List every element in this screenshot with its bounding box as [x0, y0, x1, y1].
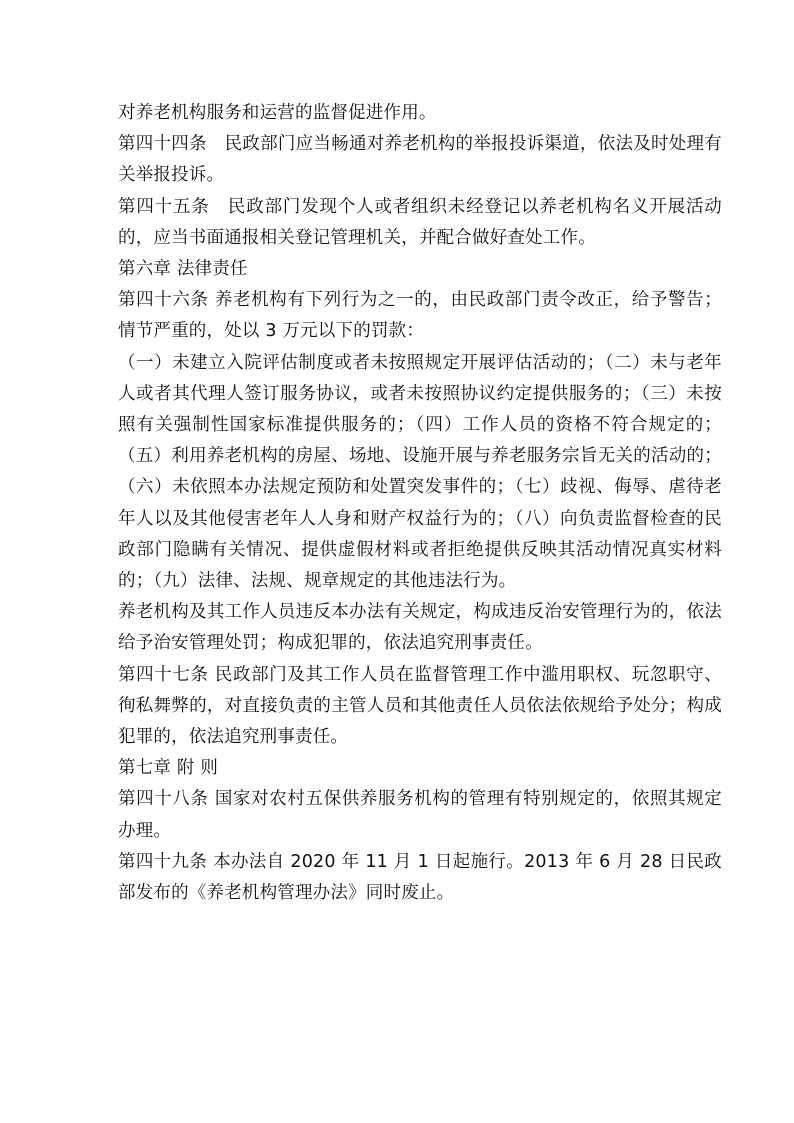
chapter-7-heading: 第七章 附 则 — [118, 758, 219, 779]
article-46: 第四十六条 养老机构有下列行为之一的，由民政部门责令改正，给予警告；情节严重的，处以 3 万元以下的罚款： — [118, 290, 722, 342]
article-46-items: （一）未建立入院评估制度或者未按照规定开展评估活动的；（二）未与老年人或者其代理人签订服务协议，或者未按照协议约定提供服务的；（三）未按照有关强制性国家标准提供服务的；（四）工作人员的资格不符合规定的；（五）利用养老机构的房屋、场地、设施开展与养老服务宗旨无关的活动的；（六）未依照本办法规定预防和处置突发事件的；（七）歧视、侮辱、虐待老年人以及其他侵害老年人人身和财产权益行为的；（八）向负责监督检查的民政部门隐瞒有关情况、提供虚假材料或者拒绝提供反映其活动情况真实材料的；（九）法律、法规、规章规定的其他违法行为。 — [118, 352, 722, 592]
article-44: 第四十四条 民政部门应当畅通对养老机构的举报投诉渠道，依法及时处理有关举报投诉。 — [118, 134, 722, 186]
document-body — [118, 98, 722, 909]
article-48: 第四十八条 国家对农村五保供养服务机构的管理有特别规定的，依照其规定办理。 — [118, 789, 722, 841]
article-47: 第四十七条 民政部门及其工作人员在监督管理工作中滥用职权、玩忽职守、徇私舞弊的，对直接负责的主管人员和其他责任人员依法依规给予处分；构成犯罪的，依法追究刑事责任。 — [118, 664, 722, 748]
article-46-supplement: 养老机构及其工作人员违反本办法有关规定，构成违反治安管理行为的，依法给予治安管理处罚；构成犯罪的，依法追究刑事责任。 — [118, 602, 722, 654]
article-49: 第四十九条 本办法自 2020 年 11 月 1 日起施行。2013 年 6 月 28 日民政部发布的《养老机构管理办法》同时废止。 — [118, 851, 722, 904]
chapter-6-heading: 第六章 法律责任 — [118, 259, 248, 280]
paragraph-continuation: 对养老机构服务和运营的监督促进作用。 — [118, 103, 437, 123]
article-45: 第四十五条 民政部门发现个人或者组织未经登记以养老机构名义开展活动的，应当书面通报相关登记管理机关，并配合做好查处工作。 — [118, 196, 722, 248]
